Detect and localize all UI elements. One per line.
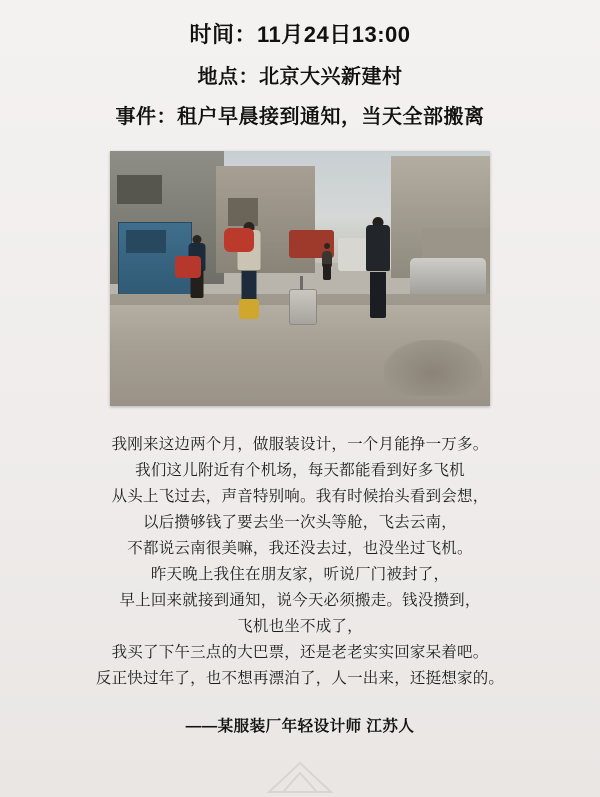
testimony-text	[40, 432, 560, 692]
testimony-line: 早上回来就接到通知，说今天必须搬走。钱没攒到，	[119, 592, 481, 609]
testimony-line: 我买了下午三点的大巴票，还是老老实实回家呆着吧。	[111, 644, 489, 661]
event-line: 事件：租户早晨接到通知，当天全部搬离	[115, 106, 485, 128]
poster-header	[0, 0, 600, 129]
distant-person	[319, 243, 335, 283]
testimony-line: 我们这儿附近有个机场，每天都能看到好多飞机	[135, 462, 465, 479]
man-in-black-coat	[361, 217, 395, 323]
testimony-line: 昨天晚上我住在朋友家，听说厂门被封了，	[150, 566, 450, 583]
red-bag	[175, 256, 201, 278]
person-body	[366, 225, 390, 271]
person-legs	[323, 264, 331, 280]
testimony-line: 以后攒够钱了要去坐一次头等舱，飞去云南，	[142, 514, 457, 531]
red-bundle	[224, 228, 254, 252]
scene-photo	[110, 151, 490, 406]
testimony-line: 我刚来这边两个月，做服装设计，一个月能挣一万多。	[111, 436, 489, 453]
rubble-pile	[384, 340, 483, 396]
person-head	[324, 243, 330, 249]
yellow-bag	[239, 299, 259, 319]
signature-line: ——某服装厂年轻设计师 江苏人	[185, 718, 415, 735]
time-line: 时间：11月24日13:00	[189, 22, 411, 47]
rolling-suitcase	[289, 289, 317, 325]
watermark-logo	[265, 761, 335, 795]
testimony-line: 不都说云南很美嘛，我还没去过，也没坐过飞机。	[127, 540, 473, 557]
testimony-line: 飞机也坐不成了，	[237, 618, 363, 635]
testimony-line: 反正快过年了，也不想再漂泊了，人一出来，还挺想家的。	[95, 670, 505, 687]
person-legs	[370, 272, 386, 318]
silver-car	[410, 258, 486, 299]
testimony-line: 从头上飞过去，声音特别响。我有时候抬头看到会想，	[111, 488, 489, 505]
place-line: 地点：北京大兴新建村	[197, 66, 403, 88]
